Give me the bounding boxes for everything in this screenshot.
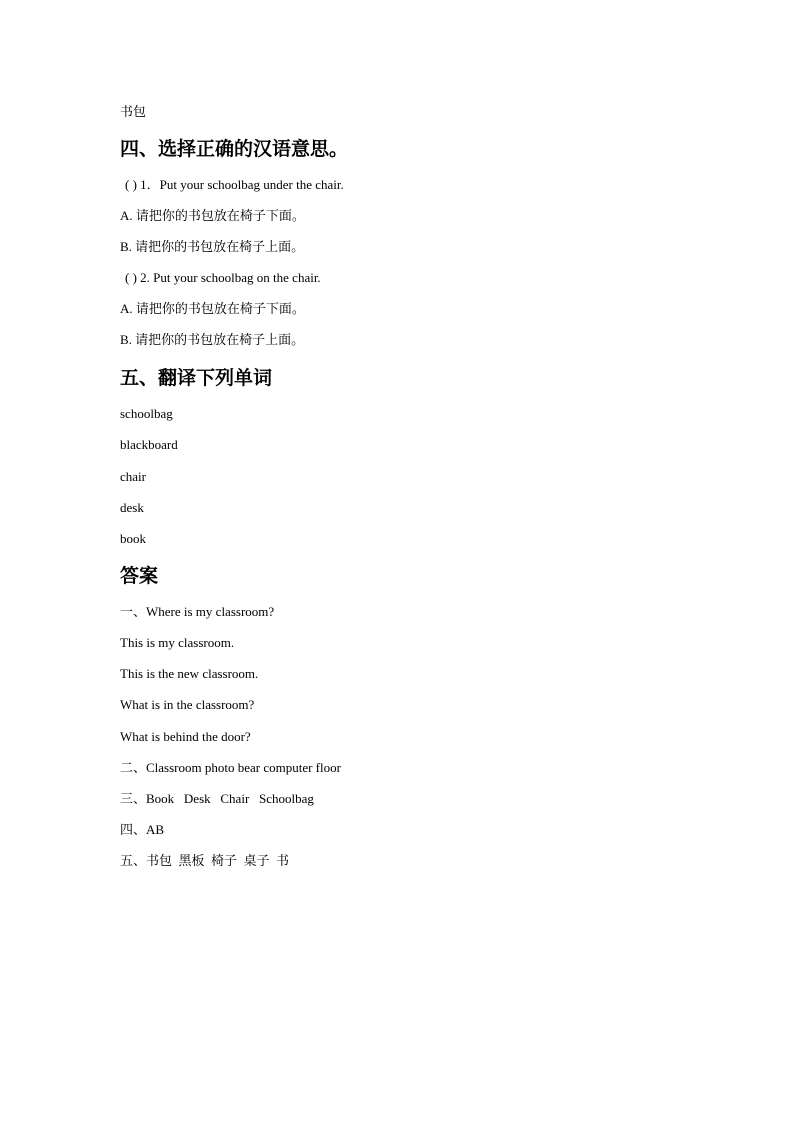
answer-line: 二、Classroom photo bear computer floor bbox=[120, 760, 341, 775]
answer-line: 一、Where is my classroom? bbox=[120, 604, 275, 619]
answer-line: 五、书包 黑板 椅子 桌子 书 bbox=[120, 853, 290, 868]
question-1: ( ) 1．Put your schoolbag under the chair. bbox=[125, 177, 344, 192]
answer-line: 三、Book Desk Chair Schoolbag bbox=[120, 791, 314, 806]
answer-line: What is behind the door? bbox=[120, 729, 251, 744]
word-item: desk bbox=[120, 500, 144, 515]
question-2: ( ) 2. Put your schoolbag on the chair. bbox=[125, 270, 321, 285]
section-4-heading: 四、选择正确的汉语意思。 bbox=[120, 138, 349, 160]
question-2-option-a: A. 请把你的书包放在椅子下面。 bbox=[120, 301, 305, 316]
question-2-option-b: B. 请把你的书包放在椅子上面。 bbox=[120, 332, 305, 347]
question-1-option-a: A. 请把你的书包放在椅子下面。 bbox=[120, 208, 305, 223]
word-item: blackboard bbox=[120, 437, 178, 452]
word-item: chair bbox=[120, 469, 146, 484]
section-5-heading: 五、翻译下列单词 bbox=[120, 367, 273, 389]
word-item: book bbox=[120, 531, 146, 546]
answer-line: This is my classroom. bbox=[120, 635, 235, 650]
answer-line: This is the new classroom. bbox=[120, 666, 259, 681]
word-item: schoolbag bbox=[120, 406, 173, 421]
top-word: 书包 bbox=[120, 104, 147, 119]
answer-line: 四、AB bbox=[120, 822, 165, 837]
question-1-option-b: B. 请把你的书包放在椅子上面。 bbox=[120, 239, 305, 254]
answer-line: What is in the classroom? bbox=[120, 697, 255, 712]
answers-heading: 答案 bbox=[120, 565, 159, 587]
